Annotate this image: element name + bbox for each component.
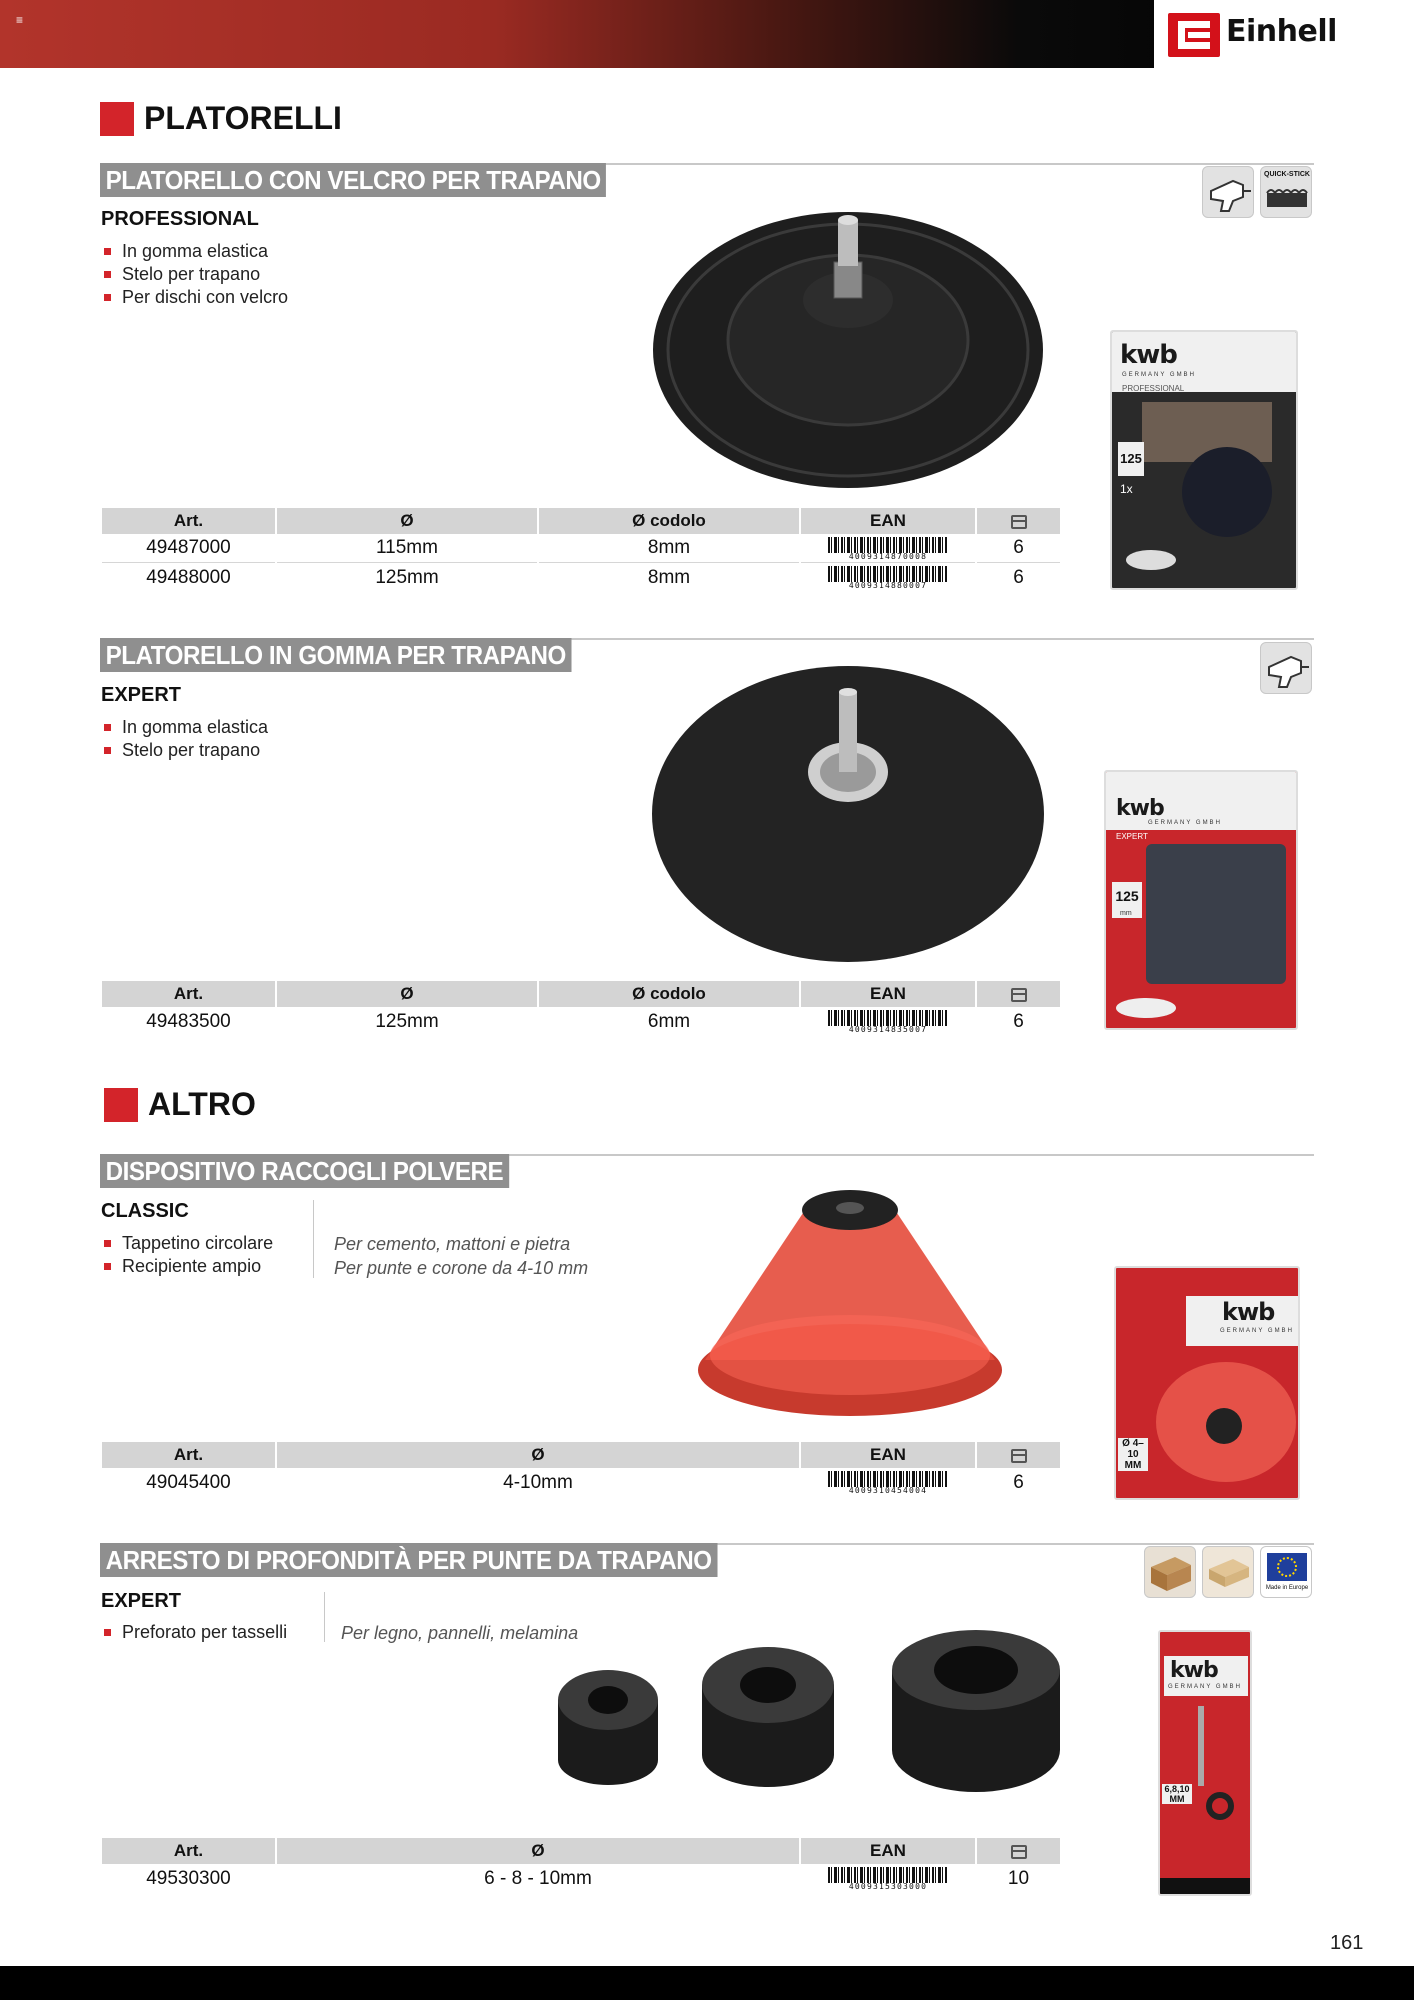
drill-icon (1202, 166, 1254, 218)
spec-table (100, 1838, 1062, 1893)
codolo: 8mm (647, 566, 691, 588)
menu-icon[interactable]: ≡ (16, 13, 24, 27)
ean-number: 4009310454004 (828, 1487, 948, 1495)
badge-label: Made in Europe (1265, 1585, 1309, 1591)
spec-table (100, 981, 1062, 1036)
section-heading: PLATORELLI (144, 100, 342, 136)
feature-item: Stelo per trapano (102, 263, 288, 286)
table-row (102, 1007, 1060, 1036)
kwb-subtitle: GERMANY GMBH (1168, 1684, 1242, 1690)
feature-item: Preforato per tasselli (102, 1621, 287, 1644)
product-tier: EXPERT (101, 1590, 182, 1612)
diameter: 115mm (277, 534, 537, 563)
usage-note: Per punte e corone da 4-10 mm (334, 1258, 589, 1278)
quick-stick-icon (1260, 166, 1312, 218)
feature-item: Tappetino circolare (102, 1232, 273, 1255)
kwb-package-image (1110, 330, 1298, 590)
kwb-package-image (1104, 770, 1298, 1030)
ean-barcode (801, 1007, 975, 1036)
art-number: 49530300 (146, 1867, 231, 1889)
badge-label: QUICK-STICK (1264, 171, 1310, 178)
ean-barcode (801, 1864, 975, 1893)
package-size: 125 (1118, 442, 1144, 476)
feature-item: In gomma elastica (102, 240, 288, 263)
feature-item: Recipiente ampio (102, 1255, 273, 1278)
product-title: ARRESTO DI PROFONDITÀ PER PUNTE DA TRAPANO (100, 1543, 717, 1577)
feature-item: In gomma elastica (102, 716, 268, 739)
kwb-package-image (1114, 1266, 1300, 1500)
col-diameter: Ø (277, 508, 537, 534)
feature-item: Per dischi con velcro (102, 286, 288, 309)
package-qty-icon (1011, 1845, 1027, 1859)
col-ean: EAN (801, 508, 975, 534)
col-art: Art. (102, 981, 275, 1007)
feature-item: Stelo per trapano (102, 739, 268, 762)
ean-number: 4009314880007 (828, 582, 948, 590)
eu-flag-icon (1260, 1546, 1312, 1598)
footer-bar (0, 1966, 1414, 2000)
kwb-logo: kwb (1170, 1658, 1218, 1683)
col-pack (977, 508, 1060, 534)
codolo: 8mm (539, 534, 799, 563)
feature-list (102, 1621, 287, 1644)
usage-note: Per legno, pannelli, melamina (341, 1623, 579, 1643)
product-title: PLATORELLO IN GOMMA PER TRAPANO (100, 638, 571, 672)
spec-table (100, 508, 1062, 592)
feature-list (102, 240, 288, 309)
package-size: Ø 4–10 MM (1118, 1438, 1148, 1471)
ean-number: 4009314835007 (828, 1026, 948, 1034)
kwb-subtitle: GERMANY GMBH (1122, 372, 1196, 378)
drill-icon (1260, 642, 1312, 694)
col-art: Art. (102, 1838, 275, 1864)
kwb-subtitle: GERMANY GMBH (1220, 1328, 1294, 1334)
rubber-backing-pad-image (650, 662, 1045, 962)
package-unit: mm (1120, 910, 1132, 917)
kwb-logo: kwb (1222, 1298, 1275, 1326)
section-heading: ALTRO (148, 1086, 256, 1122)
col-ean: EAN (801, 1442, 975, 1468)
package-qty-icon (1011, 515, 1027, 529)
wood-board-icon (1202, 1546, 1254, 1598)
kwb-logo: kwb (1120, 340, 1177, 370)
col-art: Art. (102, 508, 275, 534)
product-title: DISPOSITIVO RACCOGLI POLVERE (100, 1154, 509, 1188)
page-number: 161 (1330, 1932, 1364, 1954)
section-marker (100, 102, 134, 136)
separator (313, 1200, 314, 1278)
product-tier: EXPERT (101, 684, 182, 706)
product-tier: CLASSIC (101, 1200, 189, 1222)
col-diameter: Ø (277, 1442, 799, 1468)
package-line: PROFESSIONAL (1122, 384, 1185, 393)
pack-qty: 6 (977, 534, 1060, 563)
einhell-logo-mark-icon (1168, 13, 1220, 57)
pack-qty: 6 (1013, 1010, 1024, 1032)
table-row (102, 1468, 1060, 1497)
col-diameter: Ø (277, 981, 537, 1007)
spec-table (100, 1442, 1062, 1497)
kwb-subtitle: GERMANY GMBH (1148, 820, 1222, 826)
ean-barcode (801, 1468, 975, 1497)
col-codolo: Ø codolo (539, 508, 799, 534)
codolo: 6mm (647, 1010, 691, 1032)
brand-name: Einhell (1226, 14, 1337, 49)
package-size: 6,8,10 MM (1162, 1784, 1192, 1804)
dust-collector-image (695, 1170, 1005, 1420)
ean-number: 4009315303000 (828, 1883, 948, 1891)
section-title-altro (104, 1086, 256, 1123)
table-row (102, 1864, 1060, 1893)
diameter: 4-10mm (503, 1471, 573, 1493)
col-pack (977, 981, 1060, 1007)
feature-list (102, 1232, 273, 1278)
col-ean: EAN (801, 1838, 975, 1864)
ean-barcode (801, 534, 975, 563)
art-number: 49488000 (146, 566, 231, 588)
package-qty-icon (1011, 1449, 1027, 1463)
package-line: EXPERT (1116, 832, 1148, 841)
einhell-logo (1154, 0, 1414, 68)
diameter: 125mm (375, 1010, 439, 1032)
art-number: 49487000 (102, 534, 275, 563)
section-title-platorelli (100, 100, 342, 137)
feature-list (102, 716, 268, 762)
kwb-package-image (1158, 1630, 1252, 1896)
package-size: 125 (1112, 882, 1142, 918)
kwb-logo: kwb (1116, 796, 1164, 821)
art-number: 49045400 (146, 1471, 231, 1493)
col-pack (977, 1442, 1060, 1468)
pack-qty: 6 (1013, 566, 1024, 588)
diameter: 6 - 8 - 10mm (484, 1867, 592, 1889)
table-row (102, 534, 1060, 563)
diameter: 125mm (375, 566, 439, 588)
package-qty-icon (1011, 988, 1027, 1002)
wood-icon (1144, 1546, 1196, 1598)
col-pack (977, 1838, 1060, 1864)
col-diameter: Ø (277, 1838, 799, 1864)
product-tier: PROFESSIONAL (101, 208, 259, 230)
product-title: PLATORELLO CON VELCRO PER TRAPANO (100, 163, 606, 197)
section-marker (104, 1088, 138, 1122)
col-art: Art. (102, 1442, 275, 1468)
package-count: 1x (1120, 482, 1133, 496)
usage-note: Per cemento, mattoni e pietra (334, 1234, 571, 1254)
col-ean: EAN (801, 981, 975, 1007)
art-number: 49483500 (146, 1010, 231, 1032)
ean-barcode (801, 563, 975, 592)
depth-stop-collars-image (550, 1630, 1070, 1820)
pack-qty: 6 (1013, 1471, 1024, 1493)
ean-number: 4009314870008 (828, 553, 948, 561)
separator (324, 1592, 325, 1642)
col-codolo: Ø codolo (539, 981, 799, 1007)
pack-qty: 10 (1007, 1867, 1030, 1889)
table-row (102, 563, 1060, 592)
velcro-backing-pad-image (650, 190, 1045, 490)
